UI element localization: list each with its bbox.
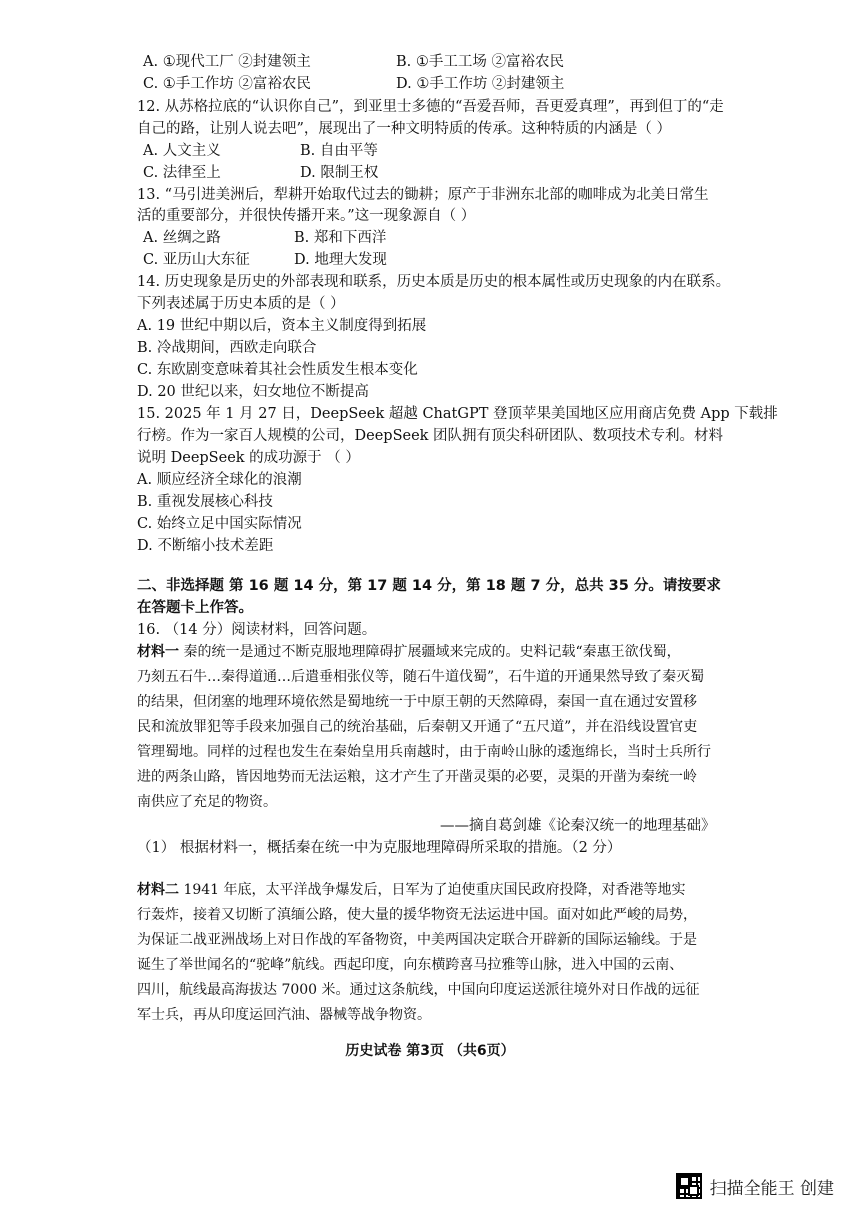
material1-line7: 南供应了充足的物资。 — [137, 794, 277, 810]
material1-line1-text: 秦的统一是通过不断克服地理障碍扩展疆域来完成的。史料记载“秦惠王欲伐蜀， — [179, 644, 681, 660]
q13-option-d: D. 地理大发现 — [294, 252, 387, 268]
q13-stem-line1: 13. “马引进美洲后，犁耕开始取代过去的锄耕；原产于非洲东北部的咖啡成为北美日常生 — [137, 187, 709, 203]
q11-option-c: C. ①手工作坊 ②富裕农民 — [143, 76, 311, 92]
material1-source: ——摘自葛剑雄《论秦汉统一的地理基础》 — [440, 818, 716, 834]
material2-line2: 行轰炸，接着又切断了滇缅公路，使大量的援华物资无法运进中国。面对如此严峻的局势， — [137, 907, 697, 923]
material1-line5: 管理蜀地。同样的过程也发生在秦始皇用兵南越时，由于南岭山脉的逶迤绵长，当时士兵所行 — [137, 744, 711, 760]
material2-line1 — [137, 878, 686, 903]
q14-option-c: C. 东欧剧变意味着其社会性质发生根本变化 — [137, 362, 418, 378]
q16-title: 16. （14 分）阅读材料，回答问题。 — [137, 622, 377, 638]
q12-option-a: A. 人文主义 — [143, 143, 221, 159]
q11-option-d: D. ①手工作坊 ②封建领主 — [396, 76, 565, 92]
q14-stem-line2: 下列表述属于历史本质的是（ ） — [137, 296, 345, 312]
material2-line1-text: 1941 年底，太平洋战争爆发后，日军为了迫使重庆国民政府投降，对香港等地实 — [179, 882, 686, 898]
material2-label: 材料二 — [137, 882, 179, 898]
material1-label: 材料一 — [137, 644, 179, 660]
scanner-watermark — [676, 1172, 834, 1200]
q12-option-b: B. 自由平等 — [300, 143, 378, 159]
q14-stem-line1: 14. 历史现象是历史的外部表现和联系，历史本质是历史的根本属性或历史现象的内在联系。 — [137, 274, 731, 290]
material1-line2: 乃刻五石牛…秦得道通…后遣垂相张仪等，随石牛道伐蜀”，石牛道的开通果然导致了秦灭蜀 — [137, 669, 705, 685]
q14-option-d: D. 20 世纪以来，妇女地位不断提高 — [137, 384, 369, 400]
q13-option-a: A. 丝绸之路 — [143, 230, 221, 246]
q13-option-b: B. 郑和下西洋 — [294, 230, 387, 246]
q15-option-d: D. 不断缩小技术差距 — [137, 538, 274, 554]
material1-line6: 进的两条山路，皆因地势而无法运粮，这才产生了开凿灵渠的必要，灵渠的开凿为秦统一岭 — [137, 769, 697, 785]
material2-line5: 四川，航线最高海拔达 7000 米。通过这条航线，中国向印度运送派往境外对日作战的远征 — [137, 982, 700, 998]
material1-line3: 的结果，但闭塞的地理环境依然是蜀地统一于中原王朝的天然障碍，秦国一直在通过安置移 — [137, 694, 697, 710]
q15-option-c: C. 始终立足中国实际情况 — [137, 516, 302, 532]
section2-heading-line2: 在答题卡上作答。 — [137, 600, 253, 616]
q16-subquestion-1: （1） 根据材料一，概括秦在统一中为克服地理障碍所采取的措施。（2 分） — [137, 840, 622, 856]
material1-line4: 民和流放罪犯等手段来加强自己的统治基础，后秦朝又开通了“五尺道”，并在沿线设置官吏 — [137, 719, 698, 735]
q12-option-c: C. 法律至上 — [143, 165, 221, 181]
material2-line4: 诞生了举世闻名的“驼峰”航线。西起印度，向东横跨喜马拉雅等山脉，进入中国的云南、 — [137, 957, 684, 973]
q15-stem-line3: 说明 DeepSeek 的成功源于 （ ） — [137, 450, 360, 466]
qr-code-icon — [676, 1173, 702, 1199]
q15-option-a: A. 顺应经济全球化的浪潮 — [137, 472, 302, 488]
q13-stem-line2: 活的重要部分，并很快传播开来。”这一现象源自（ ） — [137, 208, 476, 224]
section2-heading-line1: 二、非选择题 第 16 题 14 分，第 17 题 14 分，第 18 题 7 分，总共 35 分。请按要求 — [137, 578, 721, 594]
material2-line3: 为保证二战亚洲战场上对日作战的军备物资，中美两国决定联合开辟新的国际运输线。于是 — [137, 932, 697, 948]
q15-stem-line2: 行榜。作为一家百人规模的公司，DeepSeek 团队拥有顶尖科研团队、数项技术专利。材料 — [137, 428, 724, 444]
q14-option-b: B. 冷战期间，西欧走向联合 — [137, 340, 317, 356]
q12-stem-line2: 自己的路，让别人说去吧”，展现出了一种文明特质的传承。这种特质的内涵是（ ） — [137, 121, 672, 137]
q11-option-b: B. ①手工工场 ②富裕农民 — [396, 54, 564, 70]
q13-option-c: C. 亚历山大东征 — [143, 252, 250, 268]
material2-line6: 军士兵，再从印度运回汽油、器械等战争物资。 — [137, 1007, 431, 1023]
q15-stem-line1: 15. 2025 年 1 月 27 日，DeepSeek 超越 ChatGPT 登顶苹果美国地区应用商店免费 App 下载排 — [137, 406, 778, 422]
q14-option-a: A. 19 世纪中期以后，资本主义制度得到拓展 — [137, 318, 427, 334]
page-footer: 历史试卷 第3页 （共6页） — [345, 1043, 515, 1059]
material1-line1 — [137, 640, 681, 665]
q11-option-a: A. ①现代工厂 ②封建领主 — [143, 54, 311, 70]
watermark-text: 扫描全能王 创建 — [709, 1178, 834, 1199]
q15-option-b: B. 重视发展核心科技 — [137, 494, 273, 510]
q12-option-d: D. 限制王权 — [300, 165, 379, 181]
q12-stem-line1: 12. 从苏格拉底的“认识你自己”，到亚里士多德的“吾爱吾师，吾更爱真理”，再到但丁的“走 — [137, 99, 724, 115]
